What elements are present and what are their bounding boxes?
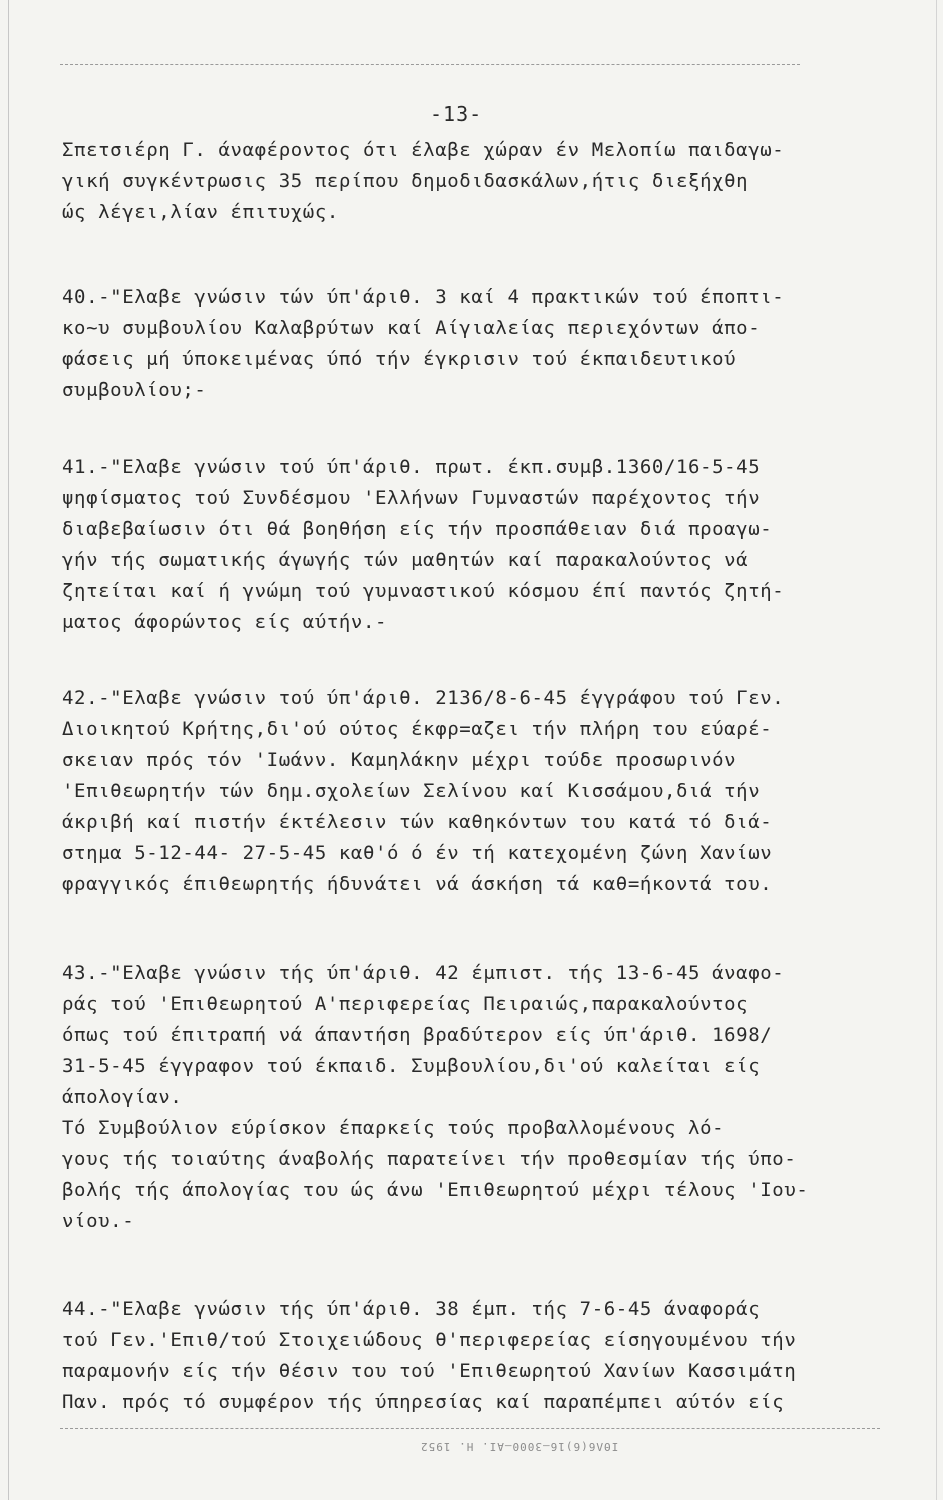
text-line: 31-5-45 έγγραφον τού έκπαιδ. Συμβουλίου,δι'ού καλείται είς [62, 1055, 761, 1077]
text-line: Παν. πρός τό συμφέρον τής ύπηρεσίας καί παραπέμπει αύτόν είς [62, 1391, 785, 1413]
text-line: φραγγικός έπιθεωρητής ήδυνάτει νά άσκήση τά καθ=ήκοντά του. [62, 873, 773, 895]
text-line: άπολογίαν. [62, 1086, 183, 1108]
text-line: 'Επιθεωρητήν τών δημ.σχολείων Σελίνου καί Κισσάμου,διά τήν [62, 780, 761, 802]
text-line: φάσεις μή ύποκειμένας ύπό τήν έγκρισιν τού έκπαιδευτικού [62, 348, 737, 370]
text-line: νίου.- [62, 1210, 135, 1232]
text-line: 44.-"Ελαβε γνώσιν τής ύπ'άριθ. 38 έμπ. τής 7-6-45 άναφοράς [62, 1298, 761, 1320]
paragraph-item-40 [62, 282, 902, 406]
paragraph-item-41 [62, 452, 902, 638]
text-line: 43.-"Ελαβε γνώσιν τής ύπ'άριθ. 42 έμπιστ. τής 13-6-45 άναφο- [62, 962, 785, 984]
text-line: ράς τού 'Επιθεωρητού Α'περιφερείας Πειραιώς,παρακαλούντος [62, 993, 749, 1015]
text-line: 40.-"Ελαβε γνώσιν τών ύπ'άριθ. 3 καί 4 πρακτικών τού έποπτι- [62, 286, 785, 308]
text-line: γική συγκέντρωσις 35 περίπου δημοδιδασκάλων,ήτις διεξήχθη [62, 170, 749, 192]
text-line: βολής τής άπολογίας του ώς άνω 'Επιθεωρητού μέχρι τέλους 'Ιου- [62, 1179, 809, 1201]
text-line: όπως τού έπιτραπή νά άπαντήση βραδύτερον είς ύπ'άριθ. 1698/ [62, 1024, 773, 1046]
footer-imprint: ΙΘΛ6(6)16—3000—ΑΙ. Η. 1952 [420, 1440, 619, 1453]
bottom-rule [60, 1428, 880, 1429]
scan-edge-left [8, 0, 9, 1500]
paragraph-item-42 [62, 683, 902, 900]
text-line: σκειαν πρός τόν 'Ιωάνν. Καμηλάκην μέχρι τούδε προσωρινόν [62, 749, 737, 771]
text-line: παραμονήν είς τήν θέσιν του τού 'Επιθεωρητού Χανίων Κασσιμάτη [62, 1360, 797, 1382]
text-line: συμβουλίου;- [62, 379, 207, 401]
text-line: 41.-"Ελαβε γνώσιν τού ύπ'άριθ. πρωτ. έκπ.συμβ.1360/16-5-45 [62, 456, 761, 478]
text-line: 42.-"Ελαβε γνώσιν τού ύπ'άριθ. 2136/8-6-45 έγγράφου τού Γεν. [62, 687, 785, 709]
text-line: διαβεβαίωσιν ότι θά βοηθήση είς τήν προσπάθειαν διά προαγω- [62, 518, 773, 540]
text-line: ματος άφορώντος είς αύτήν.- [62, 611, 388, 633]
text-line: γους τής τοιαύτης άναβολής παρατείνει τήν προθεσμίαν τής ύπο- [62, 1148, 797, 1170]
text-line: ζητείται καί ή γνώμη τού γυμναστικού κόσμου έπί παντός ζητή- [62, 580, 785, 602]
text-line: ώς λέγει,λίαν έπιτυχώς. [62, 201, 339, 223]
text-line: Τό Συμβούλιον εύρίσκον έπαρκείς τούς προβαλλομένους λό- [62, 1117, 725, 1139]
text-line: κο~υ συμβουλίου Καλαβρύτων καί Αίγιαλείας περιεχόντων άπο- [62, 317, 761, 339]
paragraph-item-43 [62, 958, 902, 1237]
text-line: άκριβή καί πιστήν έκτέλεσιν τών καθηκόντων του κατά τό διά- [62, 811, 773, 833]
page-number: -13- [430, 102, 483, 126]
text-line: Διοικητού Κρήτης,δι'ού ούτος έκφρ=αζει τήν πλήρη του εύαρέ- [62, 718, 773, 740]
text-line: στημα 5-12-44- 27-5-45 καθ'ό ό έν τή κατεχομένη ζώνη Χανίων [62, 842, 773, 864]
text-line: τού Γεν.'Επιθ/τού Στοιχειώδους θ'περιφερείας είσηγουμένου τήν [62, 1329, 797, 1351]
scan-edge-right [936, 0, 937, 1500]
text-line: ψηφίσματος τού Συνδέσμου 'Ελλήνων Γυμναστών παρέχοντος τήν [62, 487, 761, 509]
top-rule [60, 64, 800, 65]
text-line: Σπετσιέρη Γ. άναφέροντος ότι έλαβε χώραν έν Μελοπίω παιδαγω- [62, 139, 785, 161]
paragraph-item-44 [62, 1294, 902, 1418]
paragraph-intro [62, 135, 902, 228]
text-line: γήν τής σωματικής άγωγής τών μαθητών καί παρακαλούντος νά [62, 549, 749, 571]
